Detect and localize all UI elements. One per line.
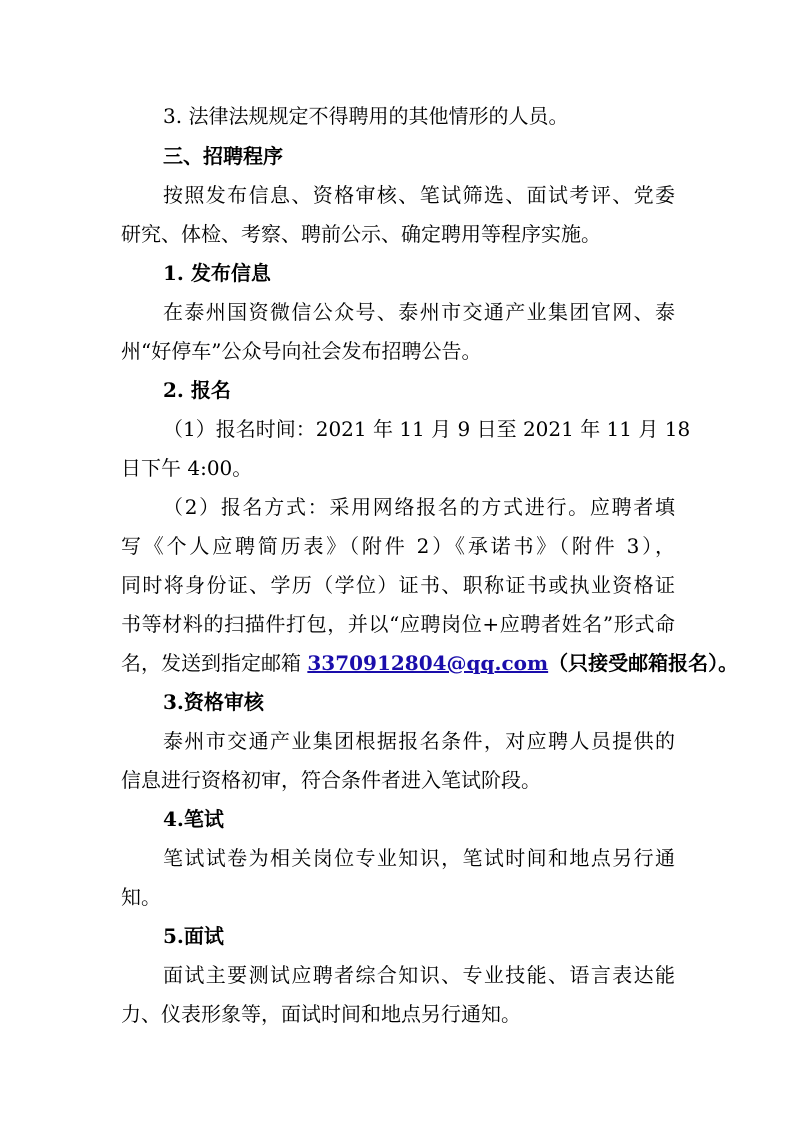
subheading-written-exam: 4.笔试 (163, 807, 224, 831)
paragraph-written-exam-line-1: 笔试试卷为相关岗位专业知识，笔试时间和地点另行通 (163, 846, 675, 870)
paragraph-registration-method-line-2: 写《个人应聘简历表》（附件 2）《承诺书》（附件 3）， (121, 534, 675, 558)
subheading-interview: 5.面试 (163, 924, 224, 948)
email-intro-text: 名，发送到指定邮箱 (121, 651, 308, 675)
paragraph-review-line-2: 信息进行资格初审，符合条件者进入笔试阶段。 (121, 768, 541, 792)
paragraph-registration-method-line-4: 书等材料的扫描件打包，并以“应聘岗位+应聘者姓名”形式命 (121, 612, 675, 636)
paragraph-registration-time-line-2: 日下午 4:00。 (121, 456, 253, 480)
email-link[interactable]: 3370912804@qq.com (307, 651, 549, 675)
email-only-note: （只接受邮箱报名）。 (548, 651, 739, 675)
paragraph-registration-time-line-1: （1）报名时间：2021 年 11 月 9 日至 2021 年 11 月 18 (163, 417, 691, 441)
paragraph-interview-line-2: 力、仪表形象等，面试时间和地点另行通知。 (121, 1002, 521, 1026)
paragraph-review-line-1: 泰州市交通产业集团根据报名条件，对应聘人员提供的 (163, 729, 675, 753)
paragraph-written-exam-line-2: 知。 (121, 885, 161, 909)
subheading-registration: 2. 报名 (163, 378, 231, 402)
paragraph-interview-line-1: 面试主要测试应聘者综合知识、专业技能、语言表达能 (163, 963, 675, 987)
paragraph-procedure-line-2: 研究、体检、考察、聘前公示、确定聘用等程序实施。 (121, 222, 601, 246)
item-3-text: 3. 法律法规规定不得聘用的其他情形的人员。 (163, 104, 569, 128)
paragraph-publish-line-2: 州“好停车”公众号向社会发布招聘公告。 (121, 339, 482, 363)
subheading-publish-info: 1. 发布信息 (163, 261, 271, 285)
paragraph-registration-method-line-3: 同时将身份证、学历（学位）证书、职称证书或执业资格证 (121, 573, 675, 597)
paragraph-registration-method-line-1: （2）报名方式：采用网络报名的方式进行。应聘者填 (163, 495, 675, 519)
paragraph-registration-method-line-5 (121, 645, 739, 681)
subheading-qualification-review: 3.资格审核 (163, 690, 264, 714)
section-heading-recruitment-procedure: 三、招聘程序 (163, 144, 283, 168)
paragraph-procedure-line-1: 按照发布信息、资格审核、笔试筛选、面试考评、党委 (163, 183, 675, 207)
paragraph-publish-line-1: 在泰州国资微信公众号、泰州市交通产业集团官网、泰 (163, 300, 675, 324)
